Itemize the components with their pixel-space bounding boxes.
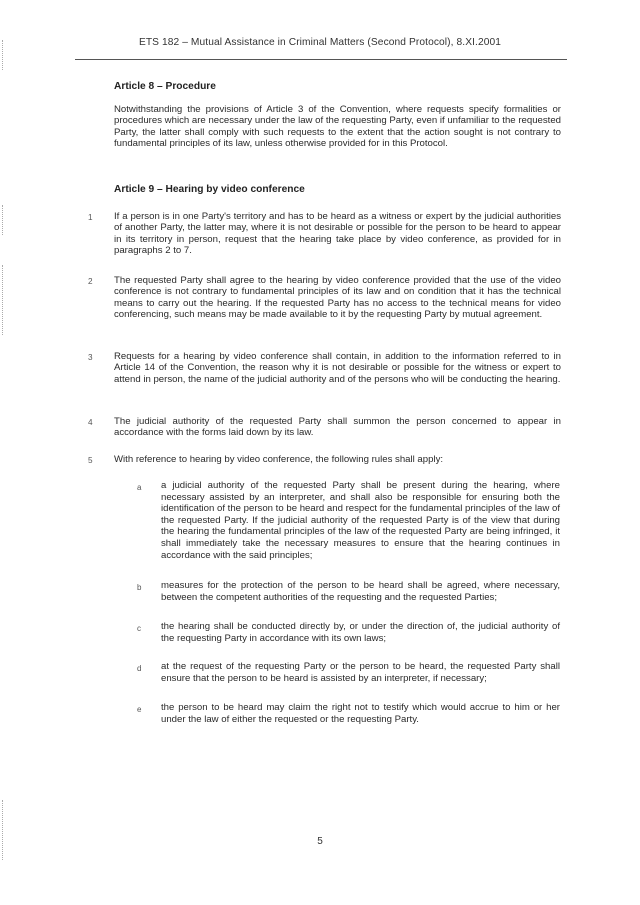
subparagraph-a: a judicial authority of the requested Party shall be present during the hearing, where necessary assisted by an interpreter, and shall also be responsible for ensuring both the identification of the person to be heard and respect for the fundamental principles of the law of the requested Party. If the judicial authority of the requested Party is of the view that during the hearing the fundamental principles of the law of the requested Party are being infringed, it shall immediately take the necessary measures to ensure that the hearing continues in accordance with the said principles;	[161, 480, 560, 561]
article-8-text: Notwithstanding the provisions of Article 3 of the Convention, where requests specify formalities or procedures which are necessary under the law of the requesting Party, even if unfamiliar to the requested Party, the latter shall comply with such requests to the extent that the action sought is not contrary to fundamental principles of its law, unless otherwise provided for in this Protocol.	[114, 104, 561, 150]
subparagraph-marker: b	[137, 583, 142, 592]
subparagraph-marker: a	[137, 483, 142, 492]
page-number: 5	[317, 836, 323, 847]
margin-scan-mark	[2, 800, 5, 860]
running-header: ETS 182 – Mutual Assistance in Criminal Matters (Second Protocol), 8.XI.2001	[138, 37, 502, 48]
subparagraph-b: measures for the protection of the person to be heard shall be agreed, where necessary, between the competent authorities of the requesting and the requested Parties;	[161, 580, 560, 603]
subparagraph-d: at the request of the requesting Party or the person to be heard, the requested Party shall ensure that the person to be heard is assisted by an interpreter, if necessary;	[161, 661, 560, 684]
article-9-paragraph-3: Requests for a hearing by video conference shall contain, in addition to the information referred to in Article 14 of the Convention, the reason why it is not desirable or possible for the witness or expert to attend in person, the name of the judicial authority and of the persons who will be conducting the hearing.	[114, 351, 561, 385]
paragraph-number: 4	[88, 418, 93, 427]
article-9-paragraph-4: The judicial authority of the requested Party shall summon the person concerned to appear in accordance with the forms laid down by its law.	[114, 416, 561, 439]
article-9-heading: Article 9 – Hearing by video conference	[114, 184, 305, 195]
article-8-heading: Article 8 – Procedure	[114, 81, 216, 92]
article-9-paragraph-2: The requested Party shall agree to the hearing by video conference provided that the use of the video conference is not contrary to fundamental principles of its law and on condition that it has the technical means to carry out the hearing. If the requested Party has no access to the technical means for video conferencing, such means may be made available to it by the requesting Party by mutual agreement.	[114, 275, 561, 321]
article-9-paragraph-5: With reference to hearing by video conference, the following rules shall apply:	[114, 454, 444, 465]
margin-scan-mark	[2, 205, 5, 235]
paragraph-number: 1	[88, 213, 93, 222]
header-divider	[75, 59, 567, 60]
paragraph-number: 2	[88, 277, 93, 286]
subparagraph-marker: d	[137, 664, 142, 673]
subparagraph-e: the person to be heard may claim the right not to testify which would accrue to him or her under the law of either the requested or the requesting Party.	[161, 702, 560, 725]
subparagraph-marker: c	[137, 624, 141, 633]
paragraph-number: 3	[88, 353, 93, 362]
paragraph-number: 5	[88, 456, 93, 465]
margin-scan-mark	[2, 265, 5, 335]
article-9-paragraph-1: If a person is in one Party's territory and has to be heard as a witness or expert by the judicial authorities of another Party, the latter may, where it is not desirable or possible for the person to be heard to appear in its territory in person, request that the hearing take place by video conference, as provided for in paragraphs 2 to 7.	[114, 211, 561, 257]
subparagraph-c: the hearing shall be conducted directly by, or under the direction of, the judicial authority of the requesting Party in accordance with its own laws;	[161, 621, 560, 644]
subparagraph-marker: e	[137, 705, 142, 714]
